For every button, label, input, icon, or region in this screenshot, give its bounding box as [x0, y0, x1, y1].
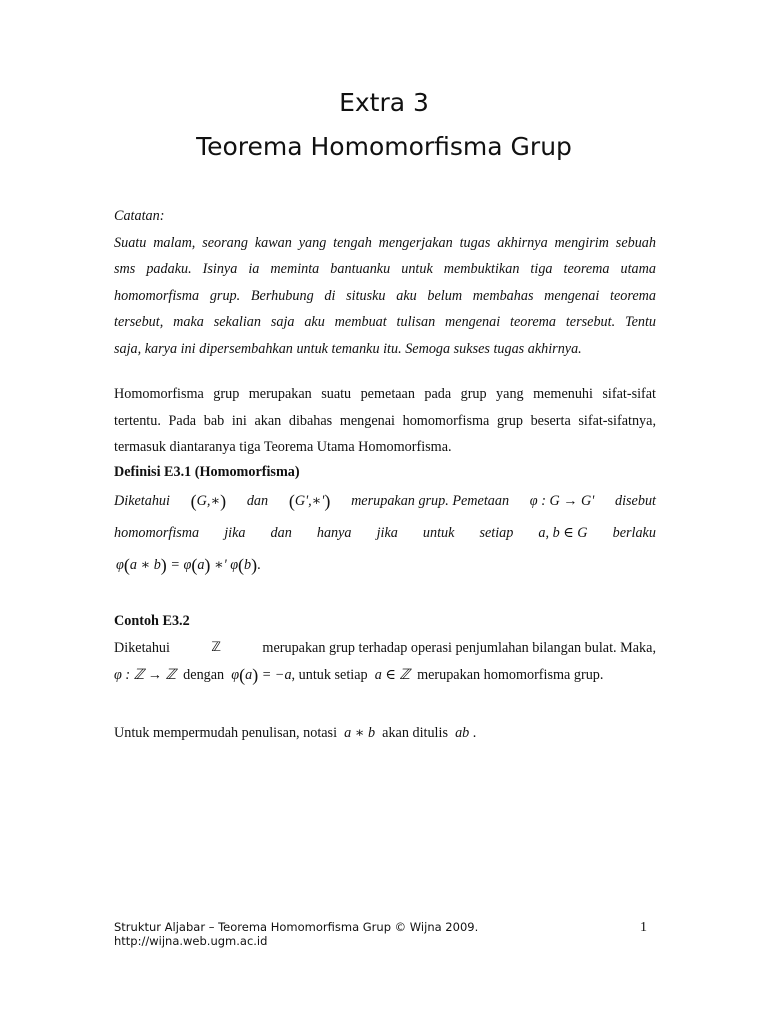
notation-ab: ab	[455, 725, 470, 741]
example-line-1	[114, 635, 656, 662]
example-line-2	[114, 662, 656, 689]
def-l2-word-6: untuk	[422, 525, 455, 541]
def-l2-word-1: homomorfisma	[114, 525, 200, 541]
definition-line-2	[114, 520, 656, 547]
def-l2-word-2: jika	[224, 525, 246, 541]
def-l2-word-7: setiap	[479, 525, 514, 541]
ex-word-diketahui: Diketahui	[114, 640, 170, 656]
example-heading: Contoh E3.2	[114, 613, 190, 629]
intro-paragraph	[114, 381, 656, 461]
intro-line-1: Homomorfisma grup merupakan suatu pemetaan pada grup yang memenuhi sifat-sifat	[114, 386, 656, 402]
def-word-diketahui: Diketahui	[114, 493, 170, 509]
def-math-ab: a, b ∈ G	[538, 525, 588, 541]
note-line-3: homomorfisma grup. Berhubung di situsku aku belum membahas mengenai teorema	[114, 287, 656, 304]
chapter-label: Extra 3	[339, 88, 429, 117]
note-line-4: tersebut, maka sekalian saja aku membuat tulisan mengenai teorema tersebut. Tentu	[114, 314, 656, 330]
integers-symbol: ℤ	[211, 640, 222, 655]
intro-line-2: tertentu. Pada bab ini akan dibahas mengenai homomorfisma grup beserta sifat-sifatnya,	[114, 412, 656, 429]
def-l2-word-5: jika	[376, 525, 398, 541]
def-math-group: (G,∗)	[190, 491, 227, 511]
def-word-disebut: disebut	[615, 493, 656, 509]
note-line-2: sms padaku. Isinya ia meminta bantuanku untuk membuktikan tiga teorema utama	[114, 261, 656, 277]
page-footer	[114, 920, 654, 948]
ex-line2-end: merupakan homomorfisma grup.	[417, 667, 604, 683]
footer-citation: Struktur Aljabar – Teorema Homomorfisma Grup © Wijna 2009.	[114, 920, 479, 934]
note-label: Catatan:	[114, 208, 165, 224]
def-math-group-prime: (G',∗')	[288, 491, 331, 511]
ex-formula: φ(a) = −a	[231, 665, 292, 685]
ex-line1-rest: merupakan grup terhadap operasi penjumlahan bilangan bulat. Maka,	[262, 640, 656, 656]
definition-formula: φ(a ∗ b) = φ(a) ∗' φ(b).	[116, 555, 261, 575]
notation-ab-star: a ∗ b	[344, 725, 376, 741]
ex-membership: a ∈ ℤ	[374, 667, 410, 683]
def-word-dan: dan	[246, 493, 269, 509]
page-title: Teorema Homomorfisma Grup	[196, 132, 572, 161]
note-line-5: saja, karya ini dipersembahkan untuk temanku itu. Semoga sukses tugas akhirnya.	[114, 340, 582, 357]
notation-line: Untuk mempermudah penulisan, notasi a ∗ b akan ditulis ab .	[114, 725, 477, 741]
def-l2-word-3: dan	[270, 525, 292, 541]
def-word-berlaku: berlaku	[612, 525, 656, 541]
page-number: 1	[640, 920, 647, 935]
def-l2-word-4: hanya	[316, 525, 352, 541]
ex-map: φ : ℤ → ℤ	[114, 667, 177, 683]
def-word-merupakan: merupakan grup. Pemetaan	[351, 493, 510, 509]
intro-line-3: termasuk diantaranya tiga Teorema Utama Homomorfisma.	[114, 439, 452, 455]
definition-heading: Definisi E3.1 (Homomorfisma)	[114, 464, 300, 480]
ex-word-dengan: dengan	[183, 667, 225, 683]
def-math-map: φ : G → G'	[529, 493, 595, 509]
note-block	[114, 203, 656, 362]
ex-word-setiap: , untuk setiap	[291, 667, 368, 683]
definition-line-1	[114, 488, 656, 515]
note-line-1: Suatu malam, seorang kawan yang tengah mengerjakan tugas akhirnya mengirim sebuah	[114, 234, 656, 251]
footer-url: http://wijna.web.ugm.ac.id	[114, 934, 268, 948]
